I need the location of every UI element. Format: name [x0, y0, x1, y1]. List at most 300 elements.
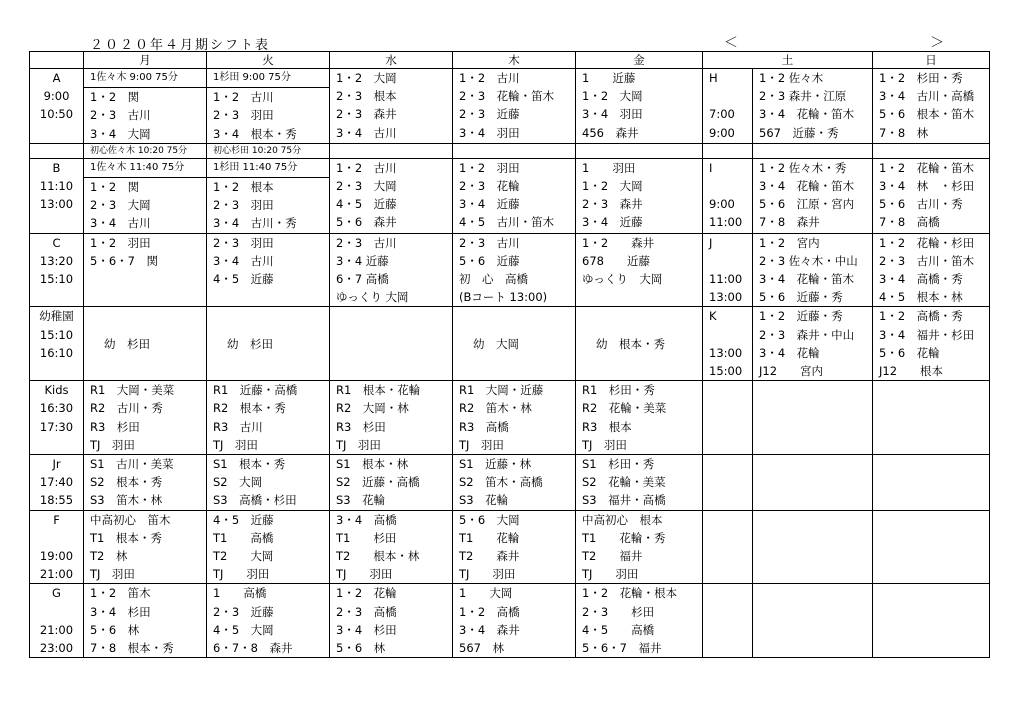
- empty-cell: [330, 143, 453, 158]
- shift-entry: 5・6 花輪: [879, 345, 940, 360]
- shift-entry: 1・2 花輪・笛木: [879, 160, 975, 175]
- shift-entry: 3・4 古川: [213, 253, 274, 268]
- shift-entry: S3 福井・高橋: [582, 493, 666, 508]
- shift-entry: 5・6・7 関: [90, 253, 158, 268]
- row-label-line: 13:20: [39, 253, 74, 268]
- shift-entry: TJ 羽田: [90, 567, 135, 582]
- shift-entry: 3・4 近藤: [459, 197, 520, 212]
- shift-row: [30, 158, 990, 233]
- shift-entry: 2・3 森井: [582, 197, 643, 212]
- shift-cell: [873, 158, 990, 233]
- shift-entry: T2 根本・林: [336, 549, 420, 564]
- shift-entry: 2・3 近藤: [213, 604, 274, 619]
- shift-entry: 1・2 高橋: [459, 604, 520, 619]
- prev-arrow-icon[interactable]: ＜: [724, 35, 738, 51]
- slot-label-cell: [703, 510, 753, 584]
- shift-cell: [453, 307, 576, 381]
- shift-entry: ゆっくり 大岡: [336, 290, 409, 305]
- shift-entry: 567 林: [459, 641, 504, 656]
- shift-entry: 幼 杉田: [104, 336, 150, 351]
- shift-entry: 1杉田 11:40 75分: [207, 159, 329, 178]
- shift-entry: S1 近藤・林: [459, 457, 532, 472]
- slot-label-line: 11:00: [709, 215, 743, 230]
- shift-entry: 6・7・8 森井: [213, 641, 293, 656]
- row-label: [30, 455, 84, 511]
- shift-entry: 幼 大岡: [473, 336, 519, 351]
- shift-cell: [330, 69, 453, 144]
- shift-entry: 2・3 近藤: [459, 107, 520, 122]
- shift-entry: 3・4 杉田: [336, 622, 397, 637]
- shift-cell: [576, 158, 703, 233]
- shift-entry: 1・2 大岡: [582, 179, 643, 194]
- shift-cell: [873, 233, 990, 307]
- slot-label-line: 9:00: [709, 197, 735, 212]
- shift-cell: [207, 455, 330, 511]
- sub-note-text: 初心佐々木 10:20 75分: [90, 145, 188, 156]
- shift-cell: [330, 455, 453, 511]
- shift-entry: 1・2 宮内: [759, 235, 820, 250]
- shift-cell: [207, 233, 330, 307]
- shift-entry: 3・4 近藤: [582, 215, 643, 230]
- slot-label-line: [709, 177, 752, 195]
- shift-entry: 4・5 高橋: [582, 622, 655, 637]
- shift-entry: T2 林: [90, 549, 128, 564]
- shift-entry: TJ 羽田: [336, 437, 381, 452]
- slot-label-cell: [703, 69, 753, 144]
- shift-entry: R2 笛木・林: [459, 401, 532, 416]
- shift-entry: 3・4 大岡: [90, 126, 151, 141]
- shift-cell: [84, 381, 207, 455]
- shift-entry: TJ 羽田: [459, 437, 504, 452]
- shift-cell: [453, 233, 576, 307]
- row-label-line: 15:10: [39, 327, 74, 342]
- shift-cell: [753, 455, 873, 511]
- shift-entry: 7・8 根本・秀: [90, 641, 174, 656]
- slot-label-cell: [703, 307, 753, 381]
- shift-entry: 4・5 根本・林: [879, 290, 963, 305]
- next-arrow-icon[interactable]: ＞: [930, 35, 944, 51]
- shift-entry: S2 花輪・美菜: [582, 475, 666, 490]
- slot-label-line: 13:00: [709, 345, 743, 360]
- shift-entry: 1・2 佐々木: [759, 71, 824, 85]
- shift-entry: (Bコート 13:00): [459, 290, 548, 305]
- shift-entry: 5・6 近藤・秀: [759, 290, 843, 305]
- slot-label-line: 11:00: [709, 272, 743, 287]
- shift-entry: 2・3 森井: [336, 107, 397, 122]
- shift-entry: 3・4 羽田: [582, 107, 643, 122]
- slot-label-line: J: [709, 235, 713, 250]
- shift-cell: [873, 381, 990, 455]
- shift-entry: 2・3 古川・笛木: [879, 253, 975, 268]
- shift-cell: [330, 307, 453, 381]
- shift-cell: [753, 584, 873, 658]
- corner-cell: [30, 52, 84, 69]
- shift-cell: [84, 584, 207, 658]
- shift-row: [30, 455, 990, 511]
- shift-cell: [753, 510, 873, 584]
- shift-entry: S2 笛木・高橋: [459, 475, 543, 490]
- shift-entry: 2・3 高橋: [336, 604, 397, 619]
- row-label-line: 21:00: [39, 567, 74, 582]
- slot-label-line: [709, 326, 752, 344]
- row-label-line: Kids: [44, 383, 69, 398]
- shift-entry: 中高初心 根本: [582, 512, 663, 527]
- slot-label-cell: [703, 381, 753, 455]
- shift-entry: 3・4 花輪: [759, 345, 820, 360]
- shift-entry: 5・6 根本・笛木: [879, 107, 975, 122]
- row-label: [30, 69, 84, 144]
- shift-cell: [207, 158, 330, 233]
- row-label: [30, 510, 84, 584]
- shift-entry: 678 近藤: [582, 253, 650, 268]
- day-header: 日: [873, 52, 990, 69]
- shift-entry: 1・2 羽田: [90, 235, 151, 250]
- shift-entry: 4・5 古川・笛木: [459, 215, 555, 230]
- row-label-line: F: [53, 512, 60, 527]
- slot-label-line: 9:00: [709, 125, 735, 140]
- shift-entry: 3・4 花輪・笛木: [759, 272, 855, 287]
- row-label-line: G: [52, 586, 61, 601]
- shift-entry: R3 根本: [582, 419, 632, 434]
- shift-entry: 2・3 森井・江原: [759, 89, 847, 104]
- shift-entry: TJ 羽田: [582, 567, 639, 582]
- shift-entry: 4・5 近藤: [336, 197, 397, 212]
- shift-entry: 2・3 羽田: [213, 235, 274, 250]
- shift-entry: R3 杉田: [336, 419, 386, 434]
- shift-entry: 7・8 林: [879, 125, 929, 140]
- shift-cell: [753, 69, 873, 144]
- row-label-line: C: [52, 235, 61, 250]
- row-label: [30, 143, 84, 158]
- shift-cell: [330, 233, 453, 307]
- row-label-line: 18:55: [39, 493, 74, 508]
- shift-entry: 1杉田 9:00 75分: [207, 69, 329, 88]
- shift-entry: 2・3 根本: [336, 89, 397, 104]
- shift-cell: [576, 307, 703, 381]
- slot-label-line: 13:00: [709, 290, 743, 305]
- shift-cell: [576, 510, 703, 584]
- shift-entry: R1 根本・花輪: [336, 383, 421, 398]
- slot-label-line: [709, 252, 752, 270]
- shift-cell: [576, 455, 703, 511]
- shift-cell: [84, 307, 207, 381]
- shift-row: [30, 69, 990, 144]
- row-label: [30, 381, 84, 455]
- shift-entry: S1 杉田・秀: [582, 457, 655, 472]
- shift-entry: R3 高橋: [459, 419, 509, 434]
- row-label-line: 16:10: [39, 345, 74, 360]
- shift-entry: 2・3 佐々木・中山: [759, 253, 858, 268]
- shift-cell: [453, 158, 576, 233]
- shift-entry: 1・2 関: [90, 180, 140, 195]
- row-label-line: 21:00: [39, 622, 74, 637]
- sub-note: [207, 143, 330, 158]
- empty-cell: [703, 143, 753, 158]
- shift-entry: 2・3 森井・中山: [759, 327, 855, 342]
- row-label: [30, 307, 84, 381]
- row-label-line: 23:00: [39, 641, 74, 656]
- slot-label-cell: [703, 158, 753, 233]
- shift-cell: [753, 158, 873, 233]
- shift-entry: 1 近藤: [582, 71, 636, 85]
- shift-entry: R3 古川: [213, 419, 263, 434]
- empty-cell: [453, 143, 576, 158]
- row-label-line: 幼稚園: [39, 309, 74, 324]
- shift-cell: [84, 510, 207, 584]
- day-header: 土: [703, 52, 873, 69]
- slot-label-cell: [703, 233, 753, 307]
- shift-entry: 7・8 森井: [759, 215, 820, 230]
- slot-label-line: 7:00: [709, 107, 735, 122]
- shift-entry: 3・4 古川・高橋: [879, 89, 975, 104]
- shift-entry: 1・2 羽田: [459, 160, 520, 175]
- shift-entry: S2 根本・秀: [90, 475, 163, 490]
- row-label-line: 9:00: [43, 89, 70, 104]
- shift-entry: S3 高橋・杉田: [213, 493, 297, 508]
- shift-entry: 1・2 近藤・秀: [759, 309, 843, 324]
- shift-entry: 3・4 根本・秀: [213, 126, 297, 141]
- shift-entry: 幼 根本・秀: [596, 336, 665, 351]
- shift-cell: [453, 69, 576, 144]
- shift-entry: 2・3 花輪: [459, 179, 520, 194]
- shift-table: [29, 51, 990, 658]
- shift-entry: 1 羽田: [582, 160, 636, 175]
- shift-entry: 5・6 古川・秀: [879, 197, 963, 212]
- shift-entry: 2・3 大岡: [90, 198, 151, 213]
- shift-entry: 1・2 古川: [459, 71, 520, 85]
- shift-entry: TJ 羽田: [336, 567, 393, 582]
- shift-entry: 1佐々木 9:00 75分: [84, 69, 206, 88]
- slot-label-line: K: [709, 309, 717, 324]
- shift-entry: 3・4 高橋・秀: [879, 272, 963, 287]
- shift-cell: [753, 381, 873, 455]
- shift-entry: 1 高橋: [213, 586, 267, 601]
- shift-row: [30, 510, 990, 584]
- shift-entry: 2・3 大岡: [336, 179, 397, 194]
- shift-entry: 3・4 花輪・笛木: [759, 179, 855, 194]
- shift-row: [30, 584, 990, 658]
- shift-entry: J12 根本: [879, 364, 944, 379]
- shift-entry: R2 花輪・美菜: [582, 401, 667, 416]
- shift-cell: [873, 510, 990, 584]
- row-label-line: 10:50: [39, 107, 74, 122]
- shift-entry: 1・2 古川: [213, 90, 274, 105]
- shift-entry: 3・4 花輪・笛木: [759, 107, 855, 122]
- shift-cell: [453, 510, 576, 584]
- shift-entry: 1・2 根本: [213, 180, 274, 195]
- shift-entry: 4・5 近藤: [213, 512, 274, 527]
- shift-entry: S3 花輪: [336, 493, 386, 508]
- shift-entry: T1 花輪・秀: [582, 530, 666, 545]
- shift-entry: 幼 杉田: [227, 336, 273, 351]
- shift-entry: 1・2 笛木: [90, 586, 151, 601]
- shift-cell: [453, 381, 576, 455]
- slot-label-line: I: [709, 160, 713, 175]
- day-header: 水: [330, 52, 453, 69]
- shift-entry: 1・2 杉田・秀: [879, 71, 963, 85]
- shift-cell: [453, 455, 576, 511]
- empty-cell: [753, 143, 873, 158]
- shift-entry: T1 花輪: [459, 530, 520, 545]
- shift-cell: [873, 584, 990, 658]
- shift-entry: 1・2 大岡: [336, 71, 397, 85]
- day-header: 金: [576, 52, 703, 69]
- shift-entry: T1 根本・秀: [90, 530, 162, 545]
- shift-entry: 4・5 近藤: [213, 272, 274, 287]
- shift-entry: TJ 羽田: [459, 567, 516, 582]
- shift-entry: 5・6・7 福井: [582, 641, 662, 656]
- shift-entry: 3・4 杉田: [90, 604, 151, 619]
- shift-entry: 7・8 高橋: [879, 215, 940, 230]
- shift-entry: R2 古川・秀: [90, 401, 163, 416]
- shift-cell: [753, 233, 873, 307]
- shift-cell: [576, 69, 703, 144]
- shift-entry: 3・4 高橋: [336, 512, 397, 527]
- shift-entry: 3・4 羽田: [459, 125, 520, 140]
- shift-entry: 1・2 関: [90, 90, 140, 105]
- shift-entry: 1・2 佐々木・秀: [759, 160, 847, 175]
- row-label-line: [30, 603, 83, 621]
- row-label-line: A: [52, 71, 61, 85]
- shift-entry: T2 大岡: [213, 549, 274, 564]
- shift-entry: 1・2 花輪・根本: [582, 586, 678, 601]
- shift-entry: T2 福井: [582, 549, 643, 564]
- slot-label-line: [709, 87, 752, 105]
- shift-table-body: [30, 69, 990, 658]
- shift-entry: 1・2 高橋・秀: [879, 309, 963, 324]
- shift-entry: T1 高橋: [213, 530, 274, 545]
- shift-cell: [330, 584, 453, 658]
- shift-entry: 1・2 大岡: [582, 89, 643, 104]
- shift-entry: 2・3 羽田: [213, 108, 274, 123]
- shift-entry: 1・2 古川: [336, 160, 397, 175]
- row-label: [30, 233, 84, 307]
- shift-cell: [330, 381, 453, 455]
- shift-entry: 456 森井: [582, 125, 639, 140]
- shift-entry: ゆっくり 大岡: [582, 272, 663, 287]
- shift-entry: R3 杉田: [90, 419, 140, 434]
- shift-entry: T2 森井: [459, 549, 520, 564]
- shift-entry: TJ 羽田: [582, 437, 627, 452]
- shift-entry: 5・6 林: [90, 622, 140, 637]
- shift-entry: 3・4 森井: [459, 622, 520, 637]
- shift-entry: 3・4 近藤: [336, 253, 389, 268]
- shift-entry: 5・6 森井: [336, 215, 397, 230]
- shift-entry: 2・3 羽田: [213, 198, 274, 213]
- shift-entry: 1 大岡: [459, 586, 513, 601]
- shift-entry: 1佐々木 11:40 75分: [84, 159, 206, 178]
- row-label-line: 15:10: [39, 272, 74, 287]
- shift-entry: 2・3 古川: [90, 108, 151, 123]
- row-label-line: B: [52, 160, 61, 175]
- day-header: 木: [453, 52, 576, 69]
- shift-cell: [84, 455, 207, 511]
- slot-label-line: 15:00: [709, 364, 743, 379]
- row-label-line: 11:10: [39, 179, 74, 194]
- row-label-line: 13:00: [39, 197, 74, 212]
- shift-cell: [84, 69, 207, 144]
- shift-entry: 1・2 花輪・杉田: [879, 235, 975, 250]
- shift-entry: 3・4 林 ・杉田: [879, 179, 975, 194]
- shift-entry: 5・6 江原・宮内: [759, 197, 855, 212]
- shift-entry: 中高初心 笛木: [90, 512, 171, 527]
- shift-entry: 5・6 近藤: [459, 253, 520, 268]
- shift-entry: 3・4 古川・秀: [213, 216, 297, 231]
- shift-cell: [330, 158, 453, 233]
- shift-cell: [453, 584, 576, 658]
- shift-entry: 6・7 高橋: [336, 272, 389, 287]
- slot-label-cell: [703, 455, 753, 511]
- shift-entry: 初 心 高橋: [459, 272, 528, 287]
- empty-cell: [873, 143, 990, 158]
- shift-entry: 2・3 古川: [336, 235, 397, 250]
- shift-entry: 3・4 福井・杉田: [879, 327, 975, 342]
- shift-entry: TJ 羽田: [90, 437, 135, 452]
- shift-cell: [576, 381, 703, 455]
- shift-cell: [207, 307, 330, 381]
- shift-entry: S3 花輪: [459, 493, 509, 508]
- shift-entry: 5・6 大岡: [459, 512, 520, 527]
- shift-entry: 4・5 大岡: [213, 622, 274, 637]
- shift-entry: S2 大岡: [213, 475, 263, 490]
- shift-entry: TJ 羽田: [213, 437, 258, 452]
- shift-cell: [576, 584, 703, 658]
- shift-entry: 1・2 花輪: [336, 586, 397, 601]
- day-header: 月: [84, 52, 207, 69]
- row-label-line: 17:30: [39, 419, 74, 434]
- row-label-line: 19:00: [39, 549, 74, 564]
- shift-entry: J12 宮内: [759, 364, 824, 379]
- shift-entry: S1 根本・秀: [213, 457, 286, 472]
- shift-cell: [330, 510, 453, 584]
- shift-entry: 567 近藤・秀: [759, 125, 839, 140]
- shift-cell: [873, 455, 990, 511]
- shift-cell: [873, 69, 990, 144]
- shift-entry: 3・4 古川: [336, 125, 397, 140]
- shift-row: [30, 307, 990, 381]
- shift-row: [30, 143, 990, 158]
- shift-entry: TJ 羽田: [213, 567, 270, 582]
- shift-cell: [207, 584, 330, 658]
- shift-cell: [207, 510, 330, 584]
- shift-cell: [576, 233, 703, 307]
- row-label-line: Jr: [52, 457, 61, 472]
- row-label-line: 16:30: [39, 401, 74, 416]
- shift-entry: R2 大岡・林: [336, 401, 409, 416]
- sub-note: [84, 143, 207, 158]
- shift-cell: [753, 307, 873, 381]
- shift-entry: 1・2 森井: [582, 235, 655, 250]
- shift-entry: 3・4 古川: [90, 216, 151, 231]
- shift-entry: 2・3 花輪・笛木: [459, 89, 555, 104]
- row-label: [30, 158, 84, 233]
- shift-cell: [84, 233, 207, 307]
- row-label: [30, 584, 84, 658]
- shift-entry: R1 大岡・近藤: [459, 383, 544, 398]
- shift-entry: R1 大岡・美菜: [90, 383, 175, 398]
- sub-note-text: 初心杉田 10:20 75分: [213, 145, 302, 156]
- shift-row: [30, 381, 990, 455]
- shift-entry: R1 杉田・秀: [582, 383, 655, 398]
- schedule-title: ２０２０年４月期シフト表: [90, 38, 271, 53]
- day-header-row: [30, 52, 990, 69]
- row-label-line: 17:40: [39, 475, 74, 490]
- slot-label-line: H: [709, 71, 718, 85]
- shift-entry: 5・6 林: [336, 641, 386, 656]
- shift-row: [30, 233, 990, 307]
- shift-entry: R1 近藤・高橋: [213, 383, 298, 398]
- shift-cell: [207, 381, 330, 455]
